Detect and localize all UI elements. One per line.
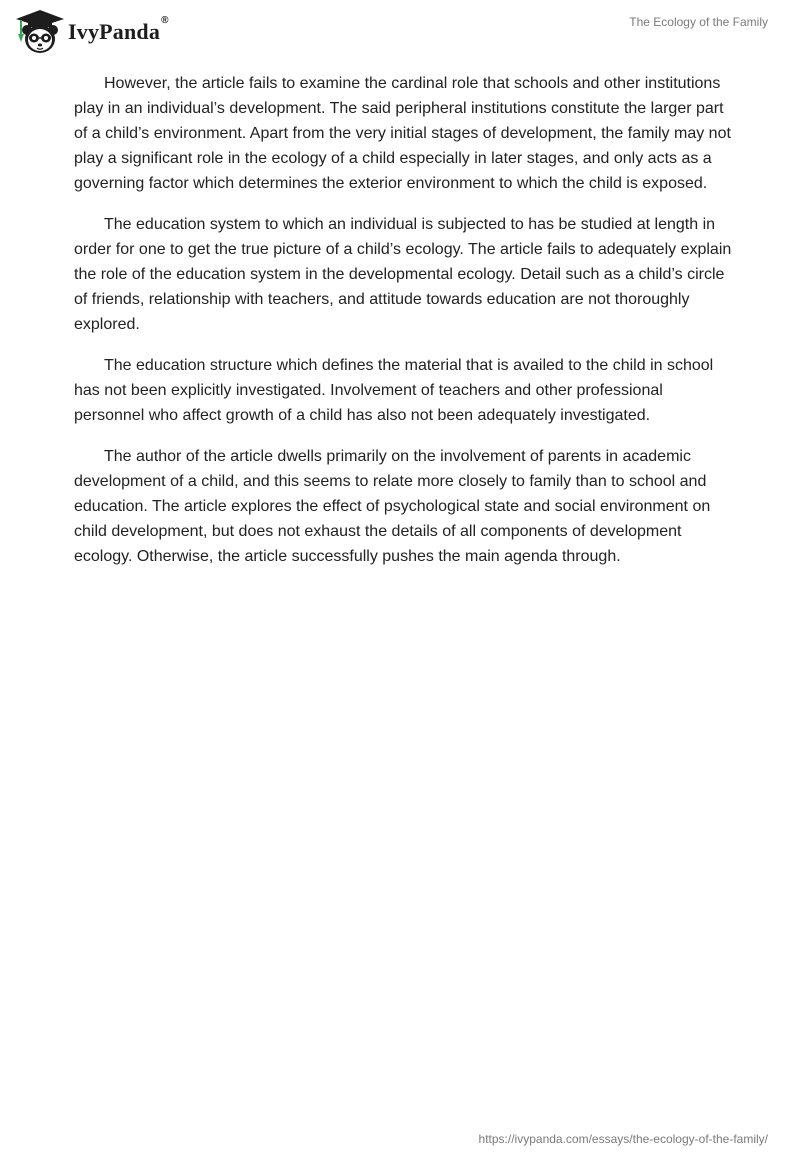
brand-name xyxy=(68,15,169,45)
registered-mark: ® xyxy=(161,15,169,26)
page-header xyxy=(0,0,800,60)
brand-name-text: IvyPanda xyxy=(68,19,161,44)
brand-logo[interactable] xyxy=(14,8,169,56)
paragraph: The education structure which defines the material that is availed to the child in school has not been explicitly investigated. Involvement of teachers and other professional personnel who affect growth of a child has also not been adequately investigated. xyxy=(74,357,714,424)
paragraph: The education system to which an individual is subjected to has be studied at length in order for one to get the true picture of a child’s ecology. The article fails to adequately explain the role of the education system in the developmental ecology. Detail such as a child’s circle of friends, relationship with teachers, and attitude towards education are not thoroughly explored. xyxy=(74,216,732,333)
paragraph: The author of the article dwells primarily on the involvement of parents in academic development of a child, and this seems to relate more closely to family than to school and education. The article explores the effect of psychological state and social environment on child development, but does not exhaust the details of all components of development ecology. Otherwise, the article successfully pushes the main agenda through. xyxy=(74,448,711,565)
source-url[interactable]: https://ivypanda.com/essays/the-ecology-of-the-family/ xyxy=(478,1132,768,1146)
article-body xyxy=(74,71,734,585)
panda-graduate-icon xyxy=(14,8,66,56)
document-title: The Ecology of the Family xyxy=(629,15,768,29)
paragraph: However, the article fails to examine the cardinal role that schools and other institutions play in an individual’s development. The said peripheral institutions constitute the larger part of a child’s environment. Apart from the very initial stages of development, the family may not play a significant role in the ecology of a child especially in later stages, and only acts as a governing factor which determines the exterior environment to which the child is exposed. xyxy=(74,75,731,192)
